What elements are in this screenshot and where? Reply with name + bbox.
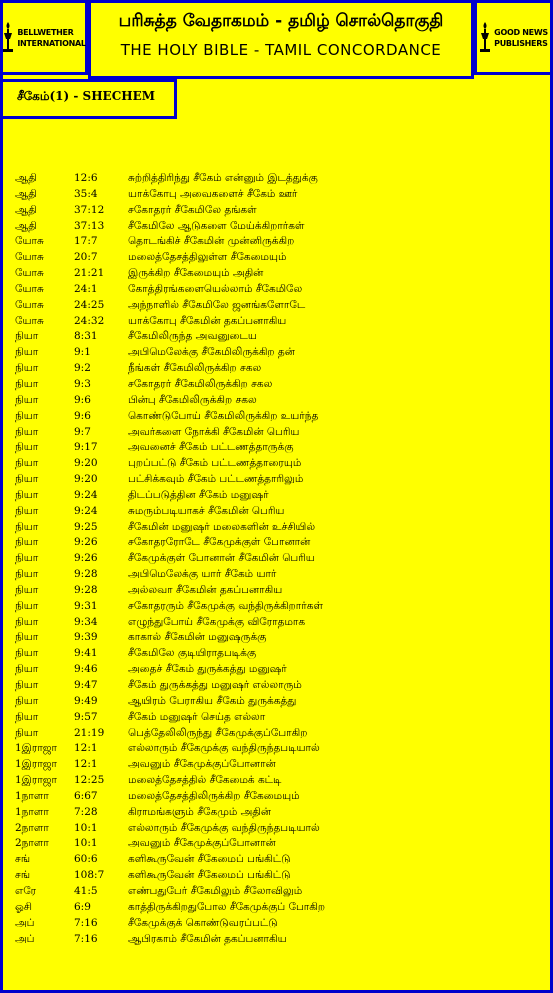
list-item xyxy=(15,187,545,203)
verse-ref: 9:17 xyxy=(74,441,98,454)
list-item xyxy=(15,345,545,361)
book-abbrev: யோசு xyxy=(15,282,44,295)
verse-snippet: சகோதரரும் சீகேமுக்கு வந்திருக்கிறார்கள் xyxy=(128,599,323,612)
book-abbrev: நியா xyxy=(15,679,39,691)
list-item xyxy=(15,282,545,298)
concordance-list xyxy=(15,171,545,947)
list-item xyxy=(15,741,545,757)
book-abbrev: ஓசி xyxy=(15,900,33,913)
book-abbrev: யோசு xyxy=(15,298,44,311)
verse-ref: 9:20 xyxy=(74,457,98,470)
verse-ref: 9:3 xyxy=(74,377,91,390)
book-abbrev: நியா xyxy=(15,409,39,422)
list-item xyxy=(15,361,545,377)
verse-ref: 10:1 xyxy=(74,837,98,850)
book-abbrev: 1நாளா xyxy=(15,789,49,802)
list-item xyxy=(15,821,545,837)
list-item xyxy=(15,583,545,599)
verse-ref: 37:13 xyxy=(74,219,105,232)
list-item xyxy=(15,599,545,615)
verse-snippet: சீகேமின் மனுஷர் மலைகளின் உச்சியில் xyxy=(128,520,316,533)
verse-snippet: சுமரும்படியாகச் சீகேமின் பெரிய xyxy=(128,504,285,517)
list-item xyxy=(15,710,545,726)
list-item xyxy=(15,932,545,948)
header xyxy=(0,0,553,79)
verse-ref: 24:1 xyxy=(74,282,98,295)
verse-snippet: சீகேமிலிருந்த அவனுடைய xyxy=(128,330,257,343)
list-item xyxy=(15,488,545,504)
book-abbrev: 2நாளா xyxy=(15,837,49,850)
verse-ref: 9:6 xyxy=(74,393,91,406)
verse-ref: 9:28 xyxy=(74,568,98,581)
verse-snippet: களிகூருவேன் சீகேமைப் பங்கிட்டு xyxy=(128,869,291,882)
verse-snippet: சீகேம் துருக்கத்து மனுஷர் எல்லாரும் xyxy=(128,679,302,691)
verse-snippet: திடப்படுத்தின சீகேம் மனுஷர் xyxy=(128,488,269,501)
book-abbrev: அப் xyxy=(15,932,35,945)
book-abbrev: ஆதி xyxy=(15,219,37,232)
verse-ref: 12:25 xyxy=(74,774,105,787)
book-abbrev: நியா xyxy=(15,362,39,375)
verse-snippet: எல்லாரும் சீகேமுக்கு வந்திருந்தபடியால் xyxy=(128,742,320,755)
verse-snippet: தொடங்கிச் சீகேமின் முன்னிருக்கிற xyxy=(128,235,295,248)
verse-snippet: அவர்களை நோக்கி சீகேமின் பெரிய xyxy=(128,425,300,438)
list-item xyxy=(15,329,545,345)
book-abbrev: நியா xyxy=(15,457,39,470)
list-item xyxy=(15,440,545,456)
verse-ref: 9:31 xyxy=(74,599,98,612)
list-item xyxy=(15,551,545,567)
list-item xyxy=(15,805,545,821)
verse-snippet: கோத்திரங்களையெல்லாம் சீகேமிலே xyxy=(128,282,303,295)
verse-ref: 9:39 xyxy=(74,631,98,644)
verse-snippet: சகோதரர் சீகேமிலிருக்கிற சகல xyxy=(128,377,273,390)
verse-ref: 9:1 xyxy=(74,346,91,359)
book-abbrev: நியா xyxy=(15,647,39,660)
book-abbrev: நியா xyxy=(15,599,39,612)
verse-ref: 21:19 xyxy=(74,726,105,739)
list-item xyxy=(15,646,545,662)
verse-snippet: அந்நாளில் சீகேமிலே ஜனங்களோடே xyxy=(128,298,306,311)
title-english: THE HOLY BIBLE - TAMIL CONCORDANCE xyxy=(120,41,442,59)
book-abbrev: நியா xyxy=(15,488,39,501)
list-item xyxy=(15,409,545,425)
book-abbrev: நியா xyxy=(15,663,39,676)
verse-snippet: சீகேம் மனுஷர் செய்த எல்லா xyxy=(128,710,266,723)
verse-ref: 20:7 xyxy=(74,251,98,264)
list-item xyxy=(15,836,545,852)
verse-snippet: அவனும் சீகேமுக்குப்போனான் xyxy=(128,837,276,850)
good-news-logo xyxy=(474,0,553,75)
list-item xyxy=(15,377,545,393)
list-item xyxy=(15,884,545,900)
verse-ref: 9:6 xyxy=(74,409,91,422)
list-item xyxy=(15,234,545,250)
book-abbrev: 1இராஜா xyxy=(15,758,58,771)
list-item xyxy=(15,171,545,187)
verse-snippet: அல்லவா சீகேமின் தகப்பனாகிய xyxy=(128,583,283,596)
verse-ref: 12:1 xyxy=(74,742,98,755)
verse-snippet: நீங்கள் சீகேமிலிருக்கிற சகல xyxy=(128,362,262,375)
verse-ref: 17:7 xyxy=(74,235,98,248)
lamp-icon xyxy=(479,21,491,55)
verse-snippet: இருக்கிற சீகேமையும் அதின் xyxy=(128,267,264,280)
verse-ref: 9:46 xyxy=(74,663,98,676)
verse-ref: 7:16 xyxy=(74,932,98,945)
lamp-icon xyxy=(2,21,14,55)
verse-ref: 60:6 xyxy=(74,853,98,866)
verse-ref: 21:21 xyxy=(74,267,105,280)
book-abbrev: யோசு xyxy=(15,267,44,280)
book-abbrev: நியா xyxy=(15,568,39,581)
verse-ref: 9:41 xyxy=(74,647,98,660)
verse-snippet: சகோதரர் சீகேமிலே தங்கள் xyxy=(128,203,257,216)
list-item xyxy=(15,472,545,488)
list-item xyxy=(15,630,545,646)
list-item xyxy=(15,425,545,441)
verse-snippet: எழுந்துபோய் சீகேமுக்கு விரோதமாக xyxy=(128,615,306,628)
list-item xyxy=(15,567,545,583)
book-abbrev: ஆதி xyxy=(15,187,37,200)
verse-ref: 8:31 xyxy=(74,330,98,343)
list-item xyxy=(15,868,545,884)
verse-ref: 9:26 xyxy=(74,536,98,549)
list-item xyxy=(15,250,545,266)
verse-snippet: மலைத்தேசத்திலுள்ள சீகேமையும் xyxy=(128,251,287,264)
list-item xyxy=(15,298,545,314)
headword: சீகேம்(1) - SHECHEM xyxy=(0,79,177,119)
verse-snippet: அவனும் சீகேமுக்குப்போனான் xyxy=(128,758,276,771)
left-logo-text: BELLWETHER INTERNATIONAL xyxy=(17,27,86,48)
book-abbrev: நியா xyxy=(15,710,39,723)
verse-ref: 12:1 xyxy=(74,758,98,771)
verse-ref: 6:9 xyxy=(74,900,91,913)
verse-ref: 9:2 xyxy=(74,362,91,375)
verse-ref: 9:24 xyxy=(74,488,98,501)
book-abbrev: நியா xyxy=(15,583,39,596)
verse-ref: 9:57 xyxy=(74,710,98,723)
verse-snippet: அபிமெலேக்கு யார் சீகேம் யார் xyxy=(128,568,277,581)
verse-ref: 9:28 xyxy=(74,583,98,596)
book-abbrev: நியா xyxy=(15,694,39,707)
verse-snippet: பட்சிக்கவும் சீகேம் பட்டணத்தாரிலும் xyxy=(128,473,304,486)
list-item xyxy=(15,535,545,551)
verse-snippet: யாக்கோபு அவைகளைச் சீகேம் ஊர் xyxy=(128,187,298,200)
book-abbrev: நியா xyxy=(15,726,39,739)
book-abbrev: நியா xyxy=(15,520,39,533)
bellwether-logo xyxy=(0,0,88,75)
verse-ref: 108:7 xyxy=(74,869,105,882)
book-abbrev: நியா xyxy=(15,330,39,343)
verse-snippet: எண்பதுபேர் சீகேமிலும் சீலோவிலும் xyxy=(128,884,303,897)
verse-ref: 9:26 xyxy=(74,552,98,565)
list-item xyxy=(15,678,545,694)
verse-ref: 9:20 xyxy=(74,473,98,486)
book-abbrev: நியா xyxy=(15,377,39,390)
book-abbrev: நியா xyxy=(15,441,39,454)
list-item xyxy=(15,789,545,805)
verse-snippet: சுற்றித்திரிந்து சீகேம் என்னும் இடத்துக்கு xyxy=(128,172,318,184)
list-item xyxy=(15,615,545,631)
book-abbrev: 1நாளா xyxy=(15,805,49,818)
book-abbrev: நியா xyxy=(15,552,39,565)
verse-snippet: பின்பு சீகேமிலிருக்கிற சகல xyxy=(128,393,257,406)
book-abbrev: யோசு xyxy=(15,235,44,248)
book-abbrev: ஆதி xyxy=(15,203,37,216)
verse-snippet: சீகேமுக்குள் போனான் சீகேமின் பெரிய xyxy=(128,552,315,565)
list-item xyxy=(15,757,545,773)
verse-snippet: சீகேமுக்குக் கொண்டுவரப்பட்டு xyxy=(128,916,278,929)
verse-snippet: பெத்தேலிலிருந்து சீகேமுக்குப்போகிற xyxy=(128,726,308,739)
book-abbrev: யோசு xyxy=(15,314,44,327)
verse-snippet: காகால் சீகேமின் மனுஷருக்கு xyxy=(128,631,267,644)
list-item xyxy=(15,393,545,409)
verse-ref: 35:4 xyxy=(74,187,98,200)
title-box xyxy=(88,0,474,79)
verse-snippet: அவனைச் சீகேம் பட்டணத்தாருக்கு xyxy=(128,441,294,454)
verse-snippet: ஆயிரம் பேராகிய சீகேம் துருக்கத்து xyxy=(128,694,297,707)
verse-snippet: களிகூருவேன் சீகேமைப் பங்கிட்டு xyxy=(128,853,291,866)
right-logo-text: GOOD NEWS PUBLISHERS xyxy=(494,27,548,48)
list-item xyxy=(15,456,545,472)
list-item xyxy=(15,203,545,219)
book-abbrev: 2நாளா xyxy=(15,821,49,834)
verse-ref: 9:49 xyxy=(74,694,98,707)
list-item xyxy=(15,916,545,932)
verse-ref: 12:6 xyxy=(74,172,98,184)
book-abbrev: நியா xyxy=(15,393,39,406)
list-item xyxy=(15,773,545,789)
title-tamil: பரிசுத்த வேதாகமம் - தமிழ் சொல்தொகுதி xyxy=(118,11,444,31)
verse-snippet: மலைத்தேசத்திலிருக்கிற சீகேமையும் xyxy=(128,789,300,802)
book-abbrev: எரே xyxy=(15,884,37,897)
verse-snippet: எல்லாரும் சீகேமுக்கு வந்திருந்தபடியால் xyxy=(128,821,320,834)
list-item xyxy=(15,726,545,742)
book-abbrev: நியா xyxy=(15,536,39,549)
book-abbrev: சங் xyxy=(15,869,31,882)
verse-ref: 9:25 xyxy=(74,520,98,533)
book-abbrev: நியா xyxy=(15,615,39,628)
verse-ref: 9:34 xyxy=(74,615,98,628)
list-item xyxy=(15,266,545,282)
book-abbrev: நியா xyxy=(15,631,39,644)
verse-snippet: அதைச் சீகேம் துருக்கத்து மனுஷர் xyxy=(128,663,287,676)
list-item xyxy=(15,852,545,868)
book-abbrev: 1இராஜா xyxy=(15,742,58,755)
book-abbrev: நியா xyxy=(15,473,39,486)
verse-snippet: சகோதரரோடே சீகேமுக்குள் போனான் xyxy=(128,536,311,549)
list-item xyxy=(15,662,545,678)
verse-snippet: மலைத்தேசத்தில் சீகேமைக் கட்டி xyxy=(128,774,282,787)
verse-ref: 24:25 xyxy=(74,298,105,311)
verse-ref: 9:47 xyxy=(74,679,98,691)
list-item xyxy=(15,504,545,520)
book-abbrev: அப் xyxy=(15,916,35,929)
verse-ref: 41:5 xyxy=(74,884,98,897)
verse-snippet: கிராமங்களும் சீகேமும் அதின் xyxy=(128,805,272,818)
book-abbrev: சங் xyxy=(15,853,31,866)
verse-ref: 9:7 xyxy=(74,425,91,438)
book-abbrev: 1இராஜா xyxy=(15,774,58,787)
book-abbrev: நியா xyxy=(15,504,39,517)
verse-snippet: கொண்டுபோய் சீகேமிலிருக்கிற உயர்ந்த xyxy=(128,409,319,422)
verse-snippet: சீகேமிலே குடியிராதபடிக்கு xyxy=(128,647,257,660)
verse-ref: 10:1 xyxy=(74,821,98,834)
book-abbrev: ஆதி xyxy=(15,172,37,184)
list-item xyxy=(15,314,545,330)
verse-ref: 6:67 xyxy=(74,789,98,802)
book-abbrev: யோசு xyxy=(15,251,44,264)
list-item xyxy=(15,900,545,916)
verse-snippet: காத்திருக்கிறதுபோல சீகேமுக்குப் போகிற xyxy=(128,900,326,913)
verse-ref: 7:28 xyxy=(74,805,98,818)
verse-snippet: யாக்கோபு சீகேமின் தகப்பனாகிய xyxy=(128,314,287,327)
verse-snippet: ஆபிரகாம் சீகேமின் தகப்பனாகிய xyxy=(128,932,287,945)
book-abbrev: நியா xyxy=(15,346,39,359)
verse-ref: 37:12 xyxy=(74,203,105,216)
book-abbrev: நியா xyxy=(15,425,39,438)
verse-ref: 24:32 xyxy=(74,314,105,327)
verse-ref: 7:16 xyxy=(74,916,98,929)
list-item xyxy=(15,694,545,710)
list-item xyxy=(15,520,545,536)
verse-snippet: புறப்பட்டு சீகேம் பட்டணத்தாரையும் xyxy=(128,457,302,470)
list-item xyxy=(15,219,545,235)
verse-snippet: சீகேமிலே ஆடுகளை மேய்க்கிறார்கள் xyxy=(128,219,305,232)
verse-snippet: அபிமெலேக்கு சீகேமிலிருக்கிற தன் xyxy=(128,346,295,359)
verse-ref: 9:24 xyxy=(74,504,98,517)
